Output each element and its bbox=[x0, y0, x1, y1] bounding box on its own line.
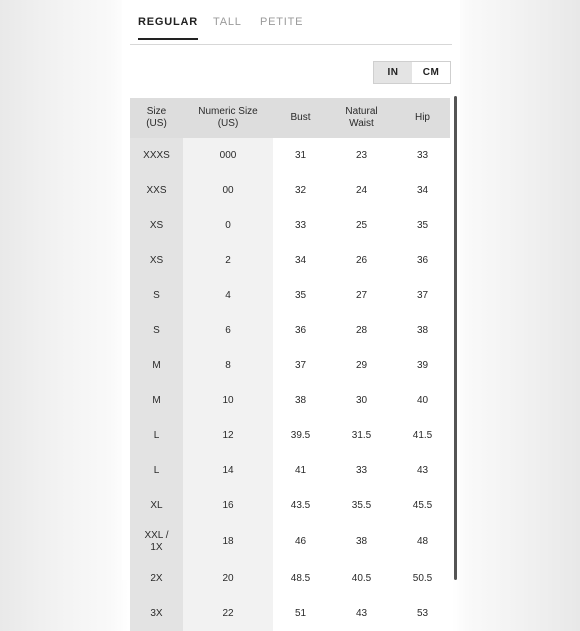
table-cell: XL bbox=[130, 488, 183, 523]
size-chart-panel bbox=[122, 0, 460, 619]
table-cell: 38 bbox=[294, 394, 307, 406]
table-cell: 33 bbox=[355, 464, 368, 476]
table-cell: 39.5 bbox=[290, 429, 311, 441]
table-cell: 36 bbox=[416, 254, 429, 266]
table-row bbox=[130, 453, 450, 488]
table-cell: 14 bbox=[183, 453, 273, 488]
table-header-row bbox=[130, 98, 450, 138]
table-cell: 18 bbox=[183, 523, 273, 561]
table-cell: 8 bbox=[183, 348, 273, 383]
table-cell: 27 bbox=[355, 289, 368, 301]
table-cell: 000 bbox=[183, 138, 273, 173]
table-cell: 2 bbox=[183, 243, 273, 278]
unit-in-button[interactable]: IN bbox=[374, 62, 412, 83]
table-cell: 32 bbox=[294, 184, 307, 196]
table-cell: 46 bbox=[294, 536, 307, 547]
table-cell: S bbox=[130, 278, 183, 313]
table-cell: 38 bbox=[355, 536, 368, 547]
table-cell: 35.5 bbox=[351, 499, 372, 511]
table-row bbox=[130, 596, 450, 631]
table-cell: 4 bbox=[183, 278, 273, 313]
table-row bbox=[130, 278, 450, 313]
header-bust: Bust bbox=[273, 98, 328, 138]
unit-toggle bbox=[373, 61, 451, 84]
table-cell: 33 bbox=[416, 149, 429, 161]
table-cell: 43.5 bbox=[290, 499, 311, 511]
table-body bbox=[130, 138, 450, 631]
table-row bbox=[130, 243, 450, 278]
table-cell: 41.5 bbox=[412, 429, 433, 441]
table-cell: 26 bbox=[355, 254, 368, 266]
table-cell: 41 bbox=[294, 464, 307, 476]
table-row bbox=[130, 348, 450, 383]
table-cell: XXS bbox=[130, 173, 183, 208]
table-cell: 31.5 bbox=[351, 429, 372, 441]
table-cell: 33 bbox=[294, 219, 307, 231]
table-cell: 40 bbox=[416, 394, 429, 406]
size-table bbox=[130, 98, 450, 631]
table-cell: 23 bbox=[355, 149, 368, 161]
header-natural-waist: Natural Waist bbox=[328, 98, 395, 138]
table-row bbox=[130, 208, 450, 243]
header-size: Size (US) bbox=[130, 98, 183, 138]
table-cell: 48.5 bbox=[290, 572, 311, 584]
table-cell: 48 bbox=[416, 536, 429, 547]
table-cell: 43 bbox=[416, 464, 429, 476]
table-cell: 35 bbox=[416, 219, 429, 231]
table-cell: 12 bbox=[183, 418, 273, 453]
table-cell: 51 bbox=[294, 607, 307, 619]
table-cell: 28 bbox=[355, 324, 368, 336]
table-cell: 39 bbox=[416, 359, 429, 371]
table-row bbox=[130, 418, 450, 453]
table-cell: 38 bbox=[416, 324, 429, 336]
table-cell: 2X bbox=[130, 561, 183, 596]
table-cell: 53 bbox=[416, 607, 429, 619]
table-cell: 20 bbox=[183, 561, 273, 596]
table-cell: 25 bbox=[355, 219, 368, 231]
table-cell: 37 bbox=[416, 289, 429, 301]
header-numeric-size: Numeric Size (US) bbox=[183, 98, 273, 138]
table-cell: 34 bbox=[416, 184, 429, 196]
table-cell: XXXS bbox=[130, 138, 183, 173]
table-cell: 24 bbox=[355, 184, 368, 196]
table-cell: 40.5 bbox=[351, 572, 372, 584]
table-cell: 29 bbox=[355, 359, 368, 371]
table-row bbox=[130, 313, 450, 348]
tab-tall[interactable]: TALL bbox=[213, 16, 242, 28]
table-cell: M bbox=[130, 348, 183, 383]
table-cell: L bbox=[130, 418, 183, 453]
table-cell: S bbox=[130, 313, 183, 348]
table-row bbox=[130, 561, 450, 596]
table-cell: 31 bbox=[294, 149, 307, 161]
table-cell: XS bbox=[130, 243, 183, 278]
tab-petite[interactable]: PETITE bbox=[260, 16, 304, 28]
table-cell: 34 bbox=[294, 254, 307, 266]
table-cell: 37 bbox=[294, 359, 307, 371]
table-cell: 16 bbox=[183, 488, 273, 523]
table-cell: XS bbox=[130, 208, 183, 243]
table-cell: M bbox=[130, 383, 183, 418]
table-cell: 36 bbox=[294, 324, 307, 336]
size-table-container[interactable] bbox=[130, 98, 452, 619]
header-hip: Hip bbox=[395, 98, 450, 138]
table-cell: 35 bbox=[294, 289, 307, 301]
fit-tabs bbox=[130, 0, 452, 45]
table-cell: 0 bbox=[183, 208, 273, 243]
unit-cm-button[interactable]: CM bbox=[422, 67, 440, 78]
table-cell: L bbox=[130, 453, 183, 488]
table-cell: 3X bbox=[130, 596, 183, 631]
table-row bbox=[130, 488, 450, 523]
table-cell: 22 bbox=[183, 596, 273, 631]
table-cell: 30 bbox=[355, 394, 368, 406]
table-cell: 50.5 bbox=[412, 572, 433, 584]
table-cell: 45.5 bbox=[412, 499, 433, 511]
table-cell: 43 bbox=[355, 607, 368, 619]
table-row bbox=[130, 383, 450, 418]
scrollbar[interactable] bbox=[454, 96, 457, 580]
table-cell: XXL / 1X bbox=[130, 523, 183, 561]
table-row bbox=[130, 138, 450, 173]
table-cell: 6 bbox=[183, 313, 273, 348]
table-row bbox=[130, 523, 450, 561]
table-cell: 10 bbox=[183, 383, 273, 418]
tab-regular[interactable]: REGULAR bbox=[138, 16, 198, 40]
table-row bbox=[130, 173, 450, 208]
table-cell: 00 bbox=[183, 173, 273, 208]
